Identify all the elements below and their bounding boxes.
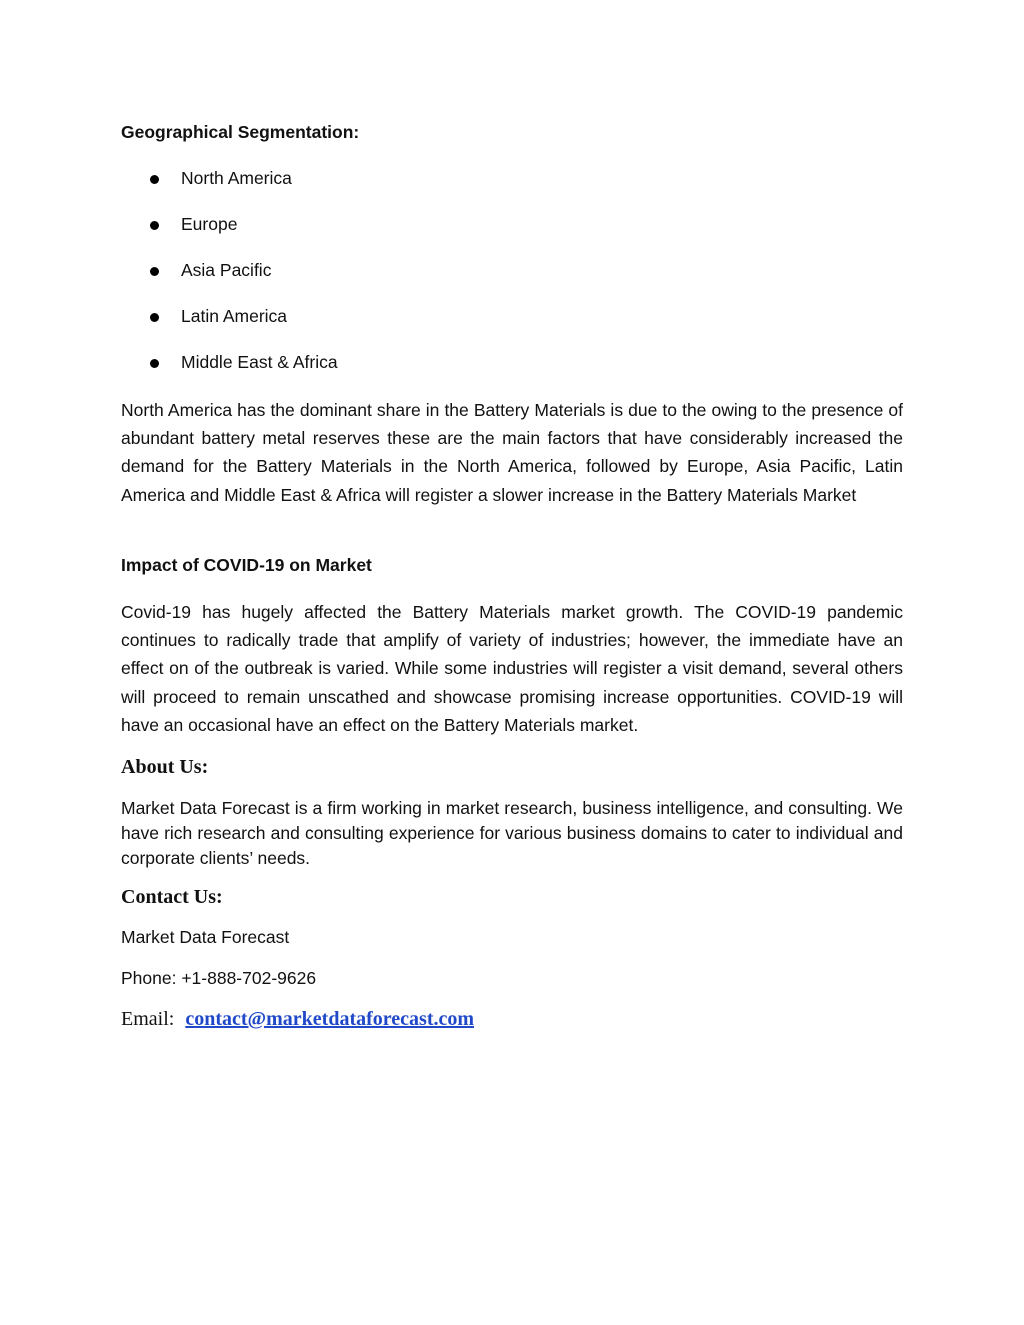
region-label: Europe xyxy=(181,214,238,234)
region-label: Middle East & Africa xyxy=(181,352,338,372)
bullet-icon xyxy=(150,221,159,230)
about-heading: About Us: xyxy=(121,756,209,778)
geo-paragraph: North America has the dominant share in the Battery Materials is due to the owing to the presence of abundant battery metal reserves these are the main factors that have considerably increased the demand for the Battery Materials in the North America, followed by Europe, Asia Pacific, Latin America and Middle East & Africa will register a slower increase in the Battery Materials Market xyxy=(121,400,903,505)
email-link[interactable]: contact@marketdataforecast.com xyxy=(185,1008,475,1030)
contact-email-row xyxy=(121,1008,474,1031)
geo-heading: Geographical Segmentation: xyxy=(121,122,360,142)
region-label: North America xyxy=(181,168,292,188)
contact-heading: Contact Us: xyxy=(121,886,223,908)
covid-paragraph: Covid-19 has hugely affected the Battery Materials market growth. The COVID-19 pandemic continues to radically trade that amplify of variety of industries; however, the immediate have an effect on of the outbreak is varied. While some industries will register a visit demand, several others will proceed to remain unscathed and showcase promising increase opportunities. COVID-19 will have an occasional have an effect on the Battery Materials market. xyxy=(121,602,903,735)
bullet-icon xyxy=(150,313,159,322)
email-label: Email: xyxy=(121,1008,175,1030)
covid-heading: Impact of COVID-19 on Market xyxy=(121,555,372,575)
region-label: Latin America xyxy=(181,306,288,326)
about-paragraph: Market Data Forecast is a firm working in market research, business intelligence, and consulting. We have rich research and consulting experience for various business domains to cater to individual and corporate clients’ needs. xyxy=(121,798,903,868)
region-label: Asia Pacific xyxy=(181,260,272,280)
bullet-icon xyxy=(150,359,159,368)
bullet-icon xyxy=(150,175,159,184)
bullet-icon xyxy=(150,267,159,276)
contact-company: Market Data Forecast xyxy=(121,927,290,947)
contact-phone: Phone: +1-888-702-9626 xyxy=(121,968,317,988)
